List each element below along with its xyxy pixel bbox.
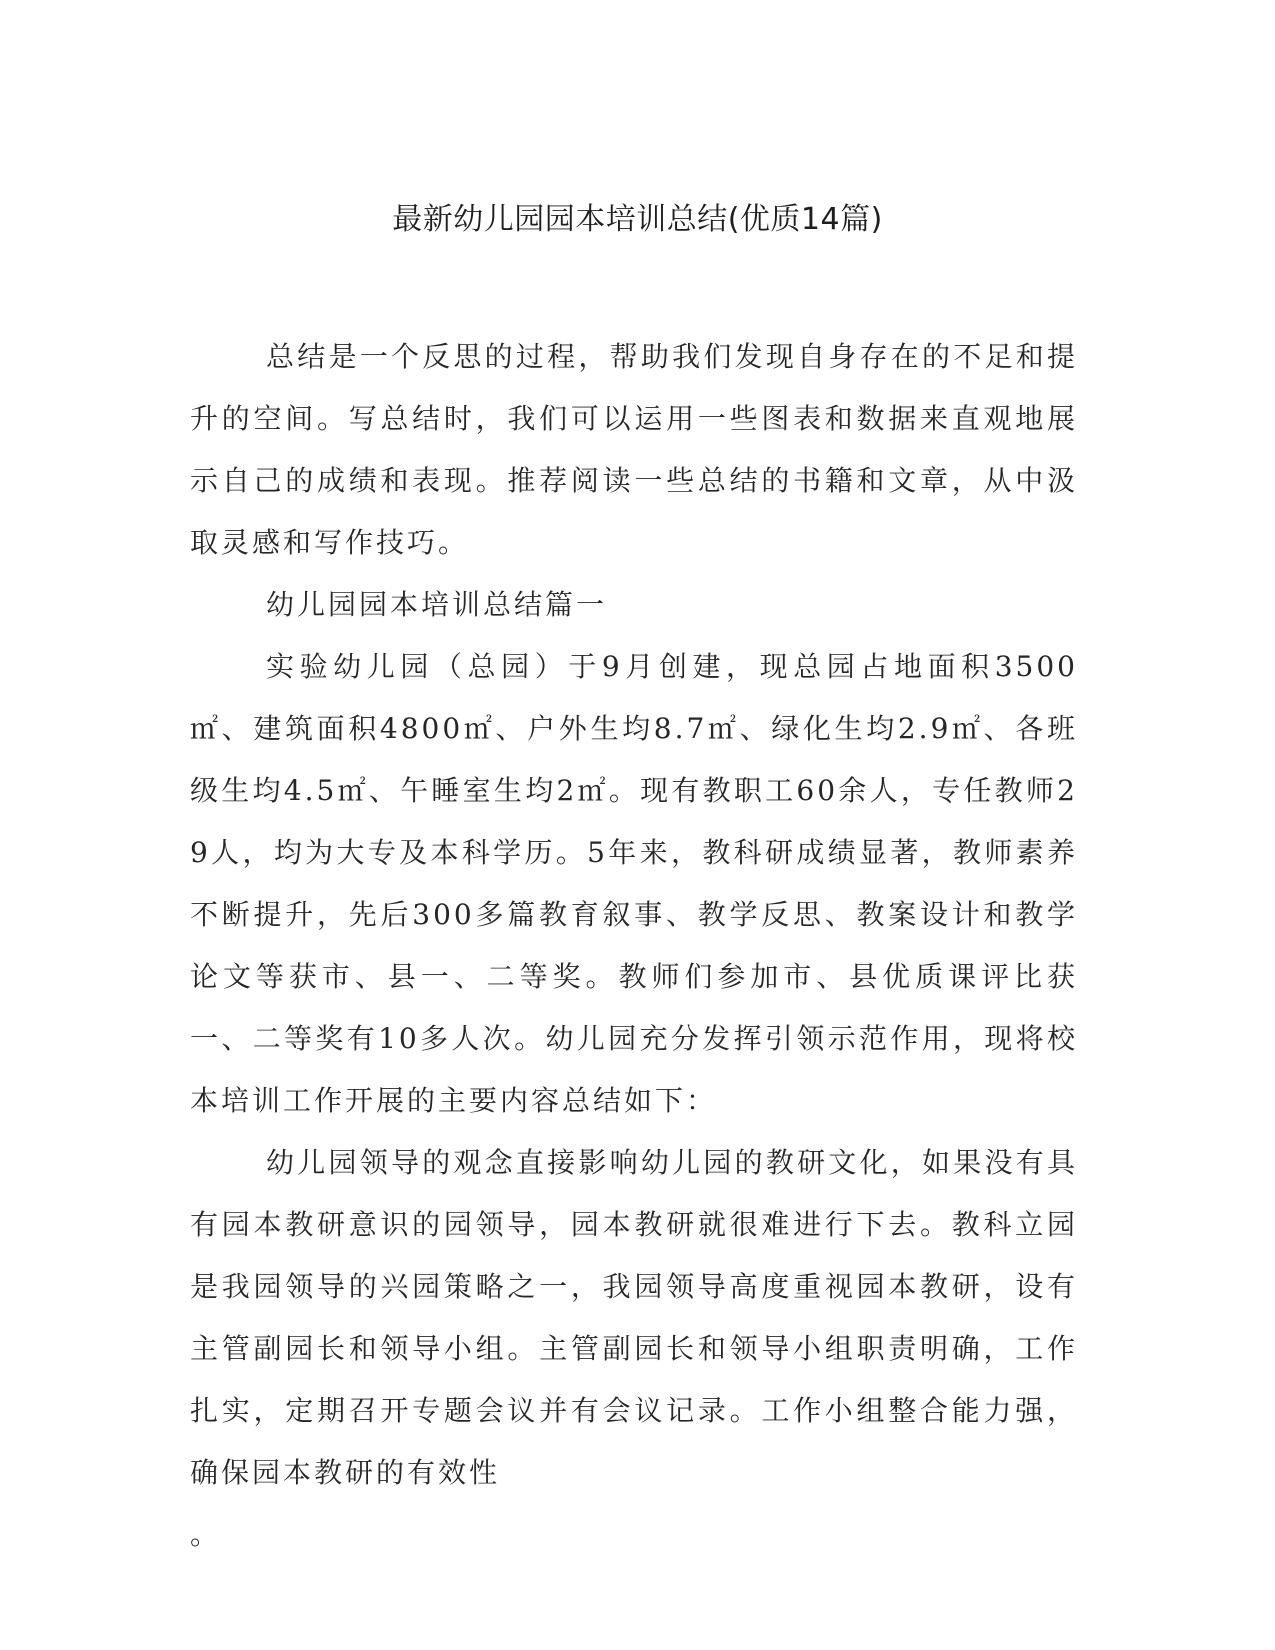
document-title: 最新幼儿园园本培训总结(优质14篇) (392, 202, 883, 237)
section-heading: 幼儿园园本培训总结篇一 (266, 588, 608, 621)
kindergarten-overview-paragraph: 实验幼儿园（总园）于9月创建，现总园占地面积3500㎡、建筑面积4800㎡、户外生均8.7㎡、绿化生均2.9㎡、各班级生均4.5㎡、午睡室生均2㎡。现有教职工60余人，专任教师29人，均为大专及本科学历。5年来，教科研成绩显著，教师素养不断提升，先后300多篇教育叙事、教学反思、教案设计和教学论文等获市、县一、二等奖。教师们参加市、县优质课评比获一、二等奖有10多人次。幼儿园充分发挥引领示范作用，现将校本培训工作开展的主要内容总结如下： (190, 650, 1078, 1117)
leadership-paragraph: 幼儿园领导的观念直接影响幼儿园的教研文化，如果没有具有园本教研意识的园领导，园本教研就很难进行下去。教科立园是我园领导的兴园策略之一，我园领导高度重视园本教研，设有主管副园长和领导小组。主管副园长和领导小组职责明确，工作扎实，定期召开专题会议并有会议记录。工作小组整合能力强，确保园本教研的有效性 (190, 1146, 1078, 1489)
intro-paragraph: 总结是一个反思的过程，帮助我们发现自身存在的不足和提升的空间。写总结时，我们可以运用一些图表和数据来直观地展示自己的成绩和表现。推荐阅读一些总结的书籍和文章，从中汲取灵感和写作技巧。 (190, 340, 1078, 559)
trailing-period: 。 (190, 1518, 219, 1551)
document-body (190, 326, 1078, 1566)
